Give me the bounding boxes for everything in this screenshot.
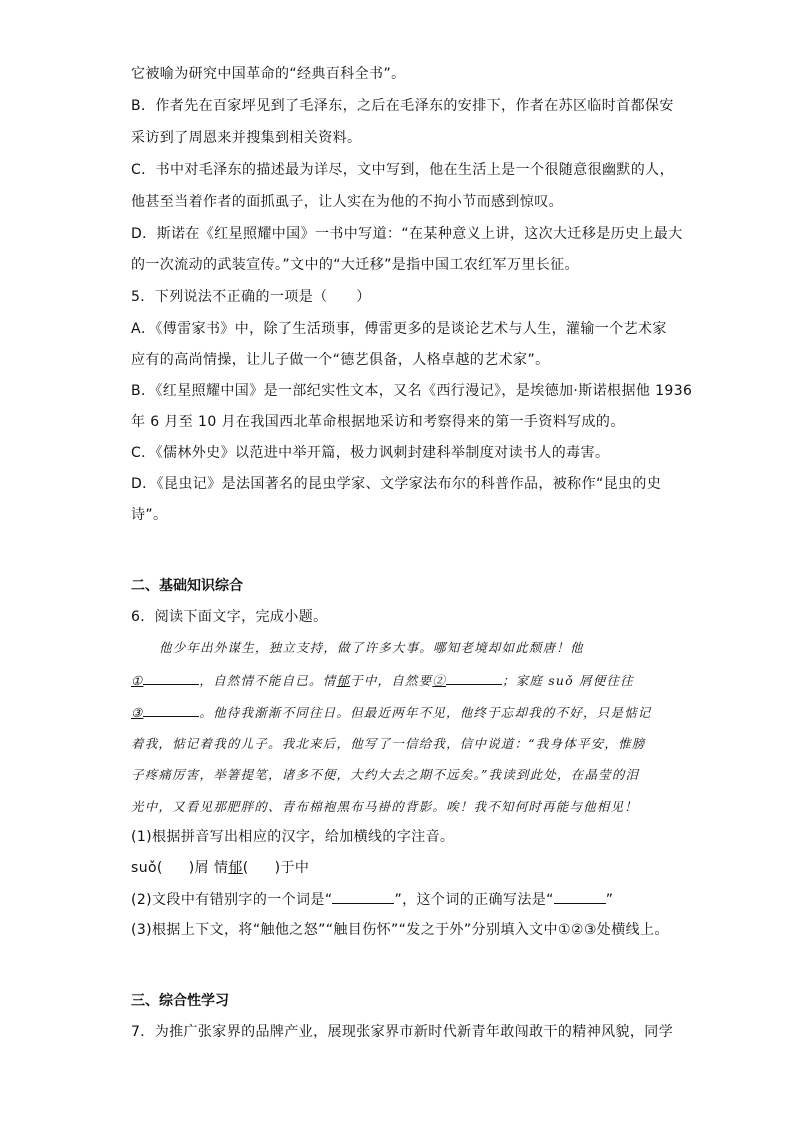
q7-stem: 7．为推广张家界的品牌产业，展现张家界市新时代新青年敢闯敢干的精神风貌，同学 [131,1024,674,1040]
answer-blank-correct-word[interactable] [554,889,606,904]
section-heading-comprehensive-study: 三、综合性学习 [131,993,229,1009]
underlined-char-yu: 郁 [336,673,351,688]
q5-option-d-line1: D．《昆虫记》是法国著名的昆虫学家、文学家法布尔的科普作品，被称作“昆虫的史 [131,476,662,492]
q6-subquestion-3: (3)根据上下文，将“触他之怒”“触目伤怀”“发之于外”分别填入文中①②③处横线上。 [131,922,669,938]
q6-subquestion-1-answers: suǒ( )屑 情郁( )于中 [131,860,310,876]
q4-option-b-line2: 采访到了周恩来并搜集到相关资料。 [131,130,362,146]
q4-text-line: 它被喻为研究中国革命的“经典百科全书”。 [131,66,406,82]
q4-option-c-line1: C．书中对毛泽东的描述最为详尽，文中写到，他在生活上是一个很随意很幽默的人， [131,162,674,178]
q5-stem: 5．下列说法不正确的一项是（ ） [131,289,371,305]
q6-stem: 6．阅读下面文字，完成小题。 [131,609,328,625]
q6-passage-line5: 子疼痛厉害，举箸提笔，诸多不便，大约大去之期不远矣。”我读到此处，在晶莹的泪 [131,767,640,782]
answer-blank-wrong-word[interactable] [332,889,394,904]
q4-option-c-line2: 他甚至当着作者的面抓虱子，让人实在为他的不拘小节而感到惊叹。 [131,194,563,210]
blank-marker-2: ② [432,673,447,688]
q5-option-c: C．《儒林外史》以范进中举开篇，极力讽刺封建科举制度对读书人的毒害。 [131,445,610,461]
q5-option-b-line2: 年 6 月至 10 月在我国西北革命根据地采访和考察得来的第一手资料写成的。 [131,414,625,430]
q4-option-d-line2: 的一次流动的武装宣传。”文中的“大迁移”是指中国工农红军万里长征。 [131,257,579,273]
q4-option-b-line1: B．作者先在百家坪见到了毛泽东，之后在毛泽东的安排下，作者在苏区临时首都保安 [131,98,674,114]
q6-subquestion-1: (1)根据拼音写出相应的汉字，给加横线的字注音。 [131,829,455,845]
fill-blank-2[interactable] [446,670,502,685]
q4-option-d-line1: D．斯诺在《红星照耀中国》一书中写道：“在某种意义上讲，这次大迁移是历史上最大 [131,226,683,242]
q6-passage-line2: ① ，自然情不能自已。情郁于中，自然要② ；家庭 suǒ 屑便往往 [131,670,634,691]
q6-subquestion-2: (2)文段中有错别字的一个词是“ ”，这个词的正确写法是“ ” [131,889,613,910]
q5-option-a-line1: A．《傅雷家书》中，除了生活琐事，傅雷更多的是谈论艺术与人生，灌输一个艺术家 [131,321,667,337]
fill-blank-3[interactable] [143,702,199,717]
q6-passage-line1: 他少年出外谋生，独立支持，做了许多大事。哪知老境却如此颓唐！他 [159,640,584,655]
underlined-char-yu: 郁 [228,860,243,876]
q6-passage-line6: 光中，又看见那肥胖的、青布棉袍黑布马褂的背影。唉！我不知何时再能与他相见！ [131,799,638,814]
fill-blank-1[interactable] [143,670,199,685]
q5-option-d-line2: 诗”。 [131,507,168,523]
blank-marker-1: ① [131,673,144,688]
section-heading-basic-knowledge: 二、基础知识综合 [131,578,243,594]
answer-blank-suo[interactable] [163,858,189,872]
q6-passage-line3: ③ 。他待我渐渐不同往日。但最近两年不见，他终于忘却我的不好，只是惦记 [131,702,652,723]
q5-option-a-line2: 应有的高尚情操，让儿子做一个“德艺俱备，人格卓越的艺术家”。 [131,352,550,368]
q5-option-b-line1: B．《红星照耀中国》是一部纪实性文本，又名《西行漫记》，是埃德加·斯诺根据他 1936 [131,383,693,399]
q6-passage-line4: 着我，惦记着我的儿子。我北来后，他写了一信给我，信中说道：“我身体平安，惟膀 [131,736,646,751]
answer-blank-yu[interactable] [249,858,275,872]
blank-marker-3: ③ [131,705,144,720]
